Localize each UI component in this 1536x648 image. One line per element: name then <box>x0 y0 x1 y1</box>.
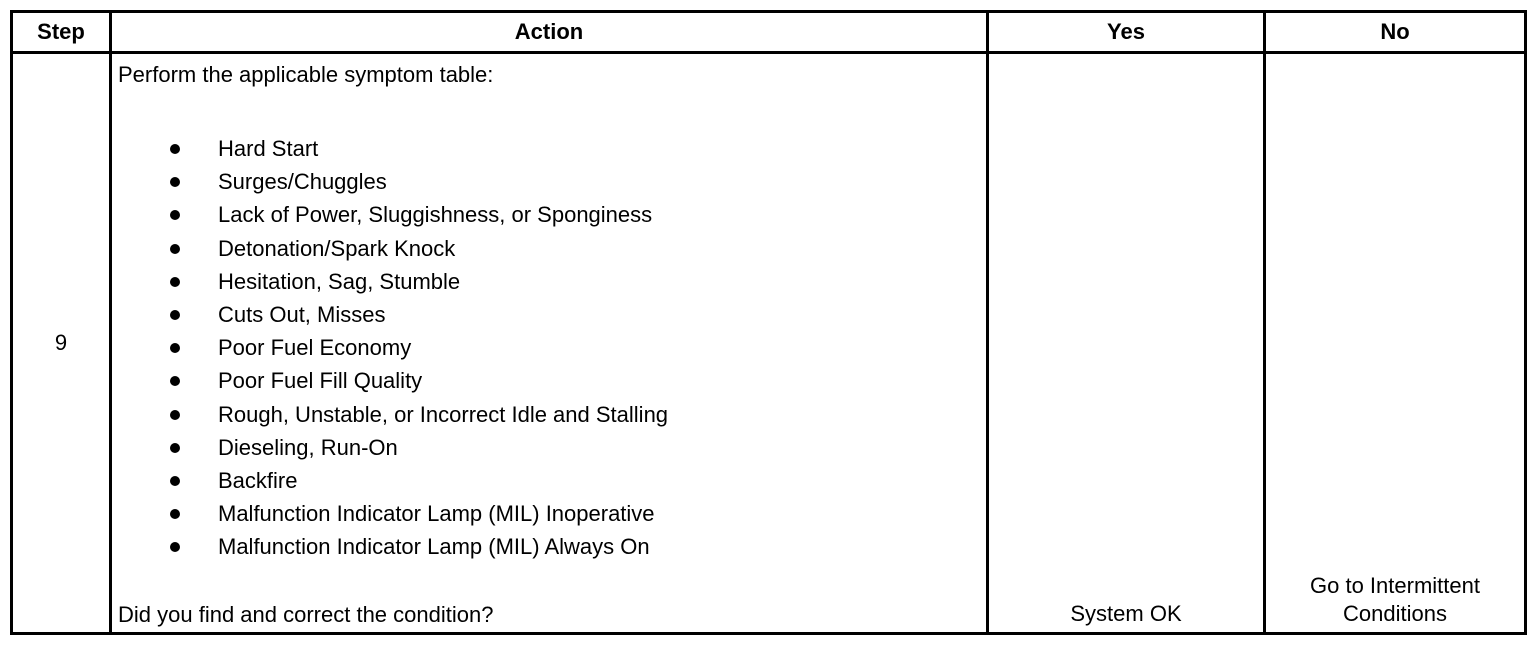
bullet-icon <box>170 443 180 453</box>
action-question: Did you find and correct the condition? <box>118 602 494 627</box>
symptom-label: Malfunction Indicator Lamp (MIL) Inoperative <box>218 501 655 527</box>
symptom-label: Poor Fuel Economy <box>218 335 412 361</box>
symptom-label: Detonation/Spark Knock <box>218 235 456 261</box>
list-item <box>112 265 668 298</box>
bullet-icon <box>170 210 180 220</box>
list-item <box>112 198 668 231</box>
no-result-line2: Conditions <box>1343 601 1447 626</box>
list-item <box>112 165 668 198</box>
header-yes: Yes <box>988 12 1265 53</box>
action-cell <box>111 53 988 634</box>
list-item <box>112 298 668 331</box>
symptom-label: Hard Start <box>218 136 319 161</box>
list-item <box>112 497 668 530</box>
bullet-icon <box>170 476 180 486</box>
bullet-icon <box>170 244 180 254</box>
bullet-icon <box>170 542 180 552</box>
header-no: No <box>1265 12 1526 53</box>
list-item <box>112 364 668 397</box>
symptom-label: Backfire <box>218 467 298 493</box>
diagnostic-table <box>10 10 1527 635</box>
action-intro: Perform the applicable symptom table: <box>118 62 494 87</box>
bullet-icon <box>170 509 180 519</box>
symptom-label: Malfunction Indicator Lamp (MIL) Always On <box>218 534 650 560</box>
bullet-icon <box>170 376 180 386</box>
symptom-list <box>112 132 668 563</box>
no-cell <box>1265 53 1526 634</box>
yes-result: System OK <box>1070 601 1182 626</box>
bullet-icon <box>170 277 180 287</box>
yes-cell <box>988 53 1265 634</box>
symptom-label: Surges/Chuggles <box>218 169 387 195</box>
list-item <box>112 398 668 431</box>
table-row <box>12 53 1526 634</box>
list-item <box>112 530 668 563</box>
bullet-icon <box>170 144 180 154</box>
symptom-label: Lack of Power, Sluggishness, or Sponginess <box>218 202 653 228</box>
bullet-icon <box>170 343 180 353</box>
symptom-label: Dieseling, Run-On <box>218 434 398 460</box>
bullet-icon <box>170 310 180 320</box>
diagnostic-table-container <box>10 10 1524 632</box>
bullet-icon <box>170 177 180 187</box>
symptom-label: Rough, Unstable, or Incorrect Idle and Stalling <box>218 401 669 427</box>
no-result-line1: Go to Intermittent <box>1310 573 1480 598</box>
header-action: Action <box>111 12 988 53</box>
list-item <box>112 431 668 464</box>
header-step: Step <box>12 12 111 53</box>
list-item <box>112 331 668 364</box>
no-result <box>1266 572 1524 632</box>
list-item <box>112 232 668 265</box>
bullet-icon <box>170 410 180 420</box>
symptom-label: Cuts Out, Misses <box>218 301 386 327</box>
header-row <box>12 12 1526 53</box>
symptom-label: Hesitation, Sag, Stumble <box>218 268 461 294</box>
list-item <box>112 464 668 497</box>
symptom-label: Poor Fuel Fill Quality <box>218 368 423 394</box>
step-number: 9 <box>12 53 111 634</box>
list-item <box>112 132 668 165</box>
